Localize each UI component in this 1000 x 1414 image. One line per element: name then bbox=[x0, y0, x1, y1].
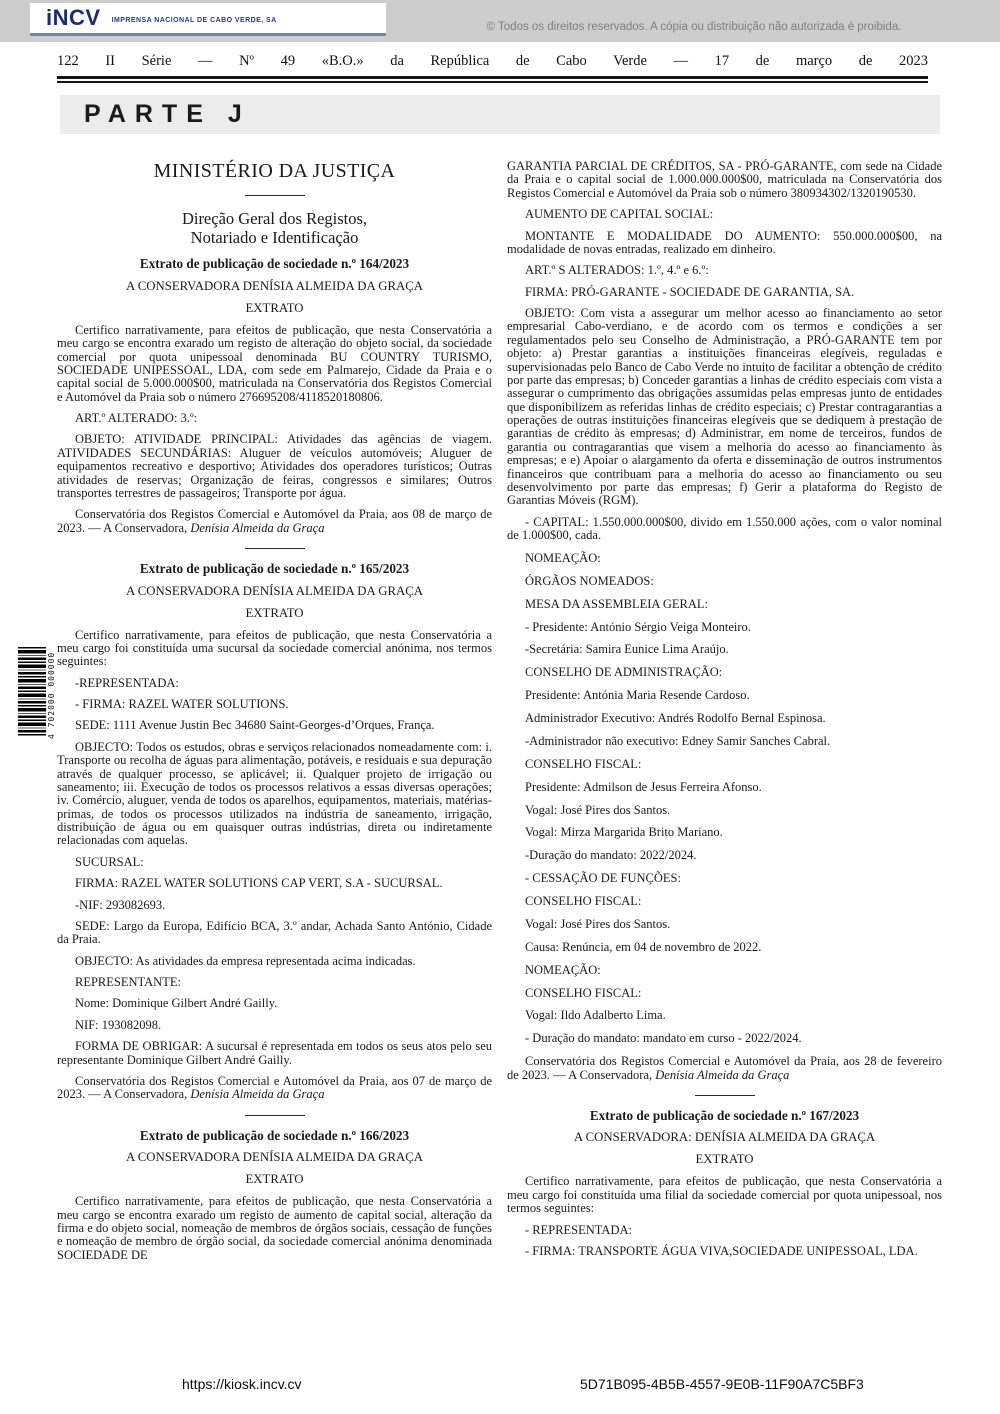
department-title-line1: Direção Geral dos Registos, bbox=[181, 209, 368, 228]
part-banner-label: PARTE J bbox=[84, 100, 251, 128]
department-title-line2: Notariado e Identificação bbox=[190, 228, 359, 248]
extract-165-conservator: A CONSERVADORA DENÍSIA ALMEIDA DA GRAÇA bbox=[125, 583, 423, 598]
barcode-number: 4 702000 000000 bbox=[47, 651, 56, 739]
extract-164-closing-text: Conservatória dos Registos Comercial e Automóvel da Praia, aos 08 de março de 2023. — A Conservadora, bbox=[57, 507, 492, 535]
extract-165-representative-label: REPRESENTANTE: bbox=[75, 975, 181, 990]
extract-165-branch-object: OBJECTO: As atividades da empresa representada acima indicadas. bbox=[75, 953, 416, 968]
extract-165-branch-firm: FIRMA: RAZEL WATER SOLUTIONS CAP VERT, S.A - SUCURSAL. bbox=[75, 876, 443, 891]
extract-166-list-line: Administrador Executivo: Andrés Rodolfo Bernal Espinosa. bbox=[525, 711, 826, 725]
extract-166-list-line: - Duração do mandato: mandato em curso - 2022/2024. bbox=[525, 1031, 802, 1046]
extract-164-conservator-signature: Denísia Almeida da Graça bbox=[190, 520, 325, 535]
part-banner bbox=[60, 95, 940, 134]
header-line bbox=[57, 53, 928, 70]
header-double-rule bbox=[57, 76, 928, 83]
extract-167-certify-paragraph: Certifico narrativamente, para efeitos de publicação, que nesta Conservatória a meu cargo foi constituída uma filial da sociedade comercial por quota unipessoal, nos termos seguintes: bbox=[507, 1174, 942, 1216]
issue-number: Nº 49 bbox=[239, 53, 296, 69]
extract-166-list-line: Causa: Renúncia, em 04 de novembro de 2022. bbox=[525, 939, 762, 954]
kiosk-url-link[interactable]: https://kiosk.incv.cv bbox=[182, 1376, 302, 1392]
extract-167-firm-line: - FIRMA: TRANSPORTE ÁGUA VIVA,SOCIEDADE UNIPESSOAL, LDA. bbox=[525, 1243, 918, 1258]
extract-165-representative-name: Nome: Dominique Gilbert André Gailly. bbox=[75, 996, 278, 1011]
section-divider bbox=[245, 195, 305, 196]
extract-166-list-line: NOMEAÇÃO: bbox=[525, 962, 601, 977]
extract-165-branch-label: SUCURSAL: bbox=[75, 854, 144, 869]
masthead-bar bbox=[0, 0, 1000, 42]
extract-164-heading: Extrato de publicação de sociedade n.º 164/2023 bbox=[139, 256, 410, 272]
extract-166-list-line: -Secretária: Samira Eunice Lima Araújo. bbox=[525, 642, 729, 657]
extract-165-branch-hq: SEDE: Largo da Europa, Edifício BCA, 3.º andar, Achada Santo António, Cidade da Praia. bbox=[57, 918, 492, 947]
extract-166-conservator: A CONSERVADORA DENÍSIA ALMEIDA DA GRAÇA bbox=[125, 1150, 423, 1165]
department-title bbox=[57, 209, 492, 247]
extract-166-list-line: - Presidente: António Sérgio Veiga Monteiro. bbox=[525, 619, 751, 634]
extract-165-branch-nif: -NIF: 293082693. bbox=[75, 897, 166, 912]
extract-165-conservator-signature: Denísia Almeida da Graça bbox=[190, 1087, 325, 1102]
republic-title: da República de Cabo Verde bbox=[390, 53, 647, 69]
extract-167-heading: Extrato de publicação de sociedade n.º 167/2023 bbox=[589, 1107, 860, 1123]
separator-dash-2: — bbox=[673, 53, 688, 69]
extract-166-label: EXTRATO bbox=[245, 1172, 304, 1187]
series-label: II Série bbox=[105, 53, 172, 69]
extract-166-conservator-signature: Denísia Almeida da Graça bbox=[655, 1067, 790, 1082]
extract-166-amount-line: MONTANTE E MODALIDADE DO AUMENTO: 550.000.000$00, na modalidade de novas entradas, realizado em dinheiro. bbox=[507, 228, 942, 256]
extract-166-certify-paragraph: Certifico narrativamente, para efeitos de publicação, que nesta Conservatória a meu cargo se encontra exarado um registo de aumento de capital social, alteração da firma e do objeto social, nomeação de membros de órgãos sociais, cessação de funções e nomeação de membro de órgão social, da sociedade comercial anónima denominada SOCIEDADE DE bbox=[57, 1194, 492, 1262]
extract-167-conservator: A CONSERVADORA: DENÍSIA ALMEIDA DA GRAÇA bbox=[573, 1130, 876, 1145]
extract-166-articles-line: ART.º S ALTERADOS: 1.º, 4.º e 6.º: bbox=[525, 263, 709, 278]
extract-166-list-line: CONSELHO FISCAL: bbox=[525, 985, 642, 1000]
copyright-notice: © Todos os direitos reservados. A cópia ou distribuição não autorizada é proibida. bbox=[486, 21, 902, 33]
extract-166-list-line: MESA DA ASSEMBLEIA GERAL: bbox=[525, 596, 709, 611]
bulletin-abbreviation: «B.O.» bbox=[321, 53, 364, 69]
extract-166-capital-increase-label: AUMENTO DE CAPITAL SOCIAL: bbox=[525, 207, 714, 222]
extract-166-list-line: - CESSAÇÃO DE FUNÇÕES: bbox=[525, 871, 681, 886]
document-verification-id: 5D71B095-4B5B-4557-9E0B-11F90A7C5BF3 bbox=[580, 1376, 864, 1392]
extract-165-closing bbox=[57, 1075, 492, 1102]
extract-166-list-line: Vogal: José Pires dos Santos. bbox=[525, 916, 671, 931]
extract-164-label: EXTRATO bbox=[245, 300, 304, 315]
page-footer bbox=[0, 1376, 1000, 1396]
extract-166-list-line: CONSELHO FISCAL: bbox=[525, 894, 642, 908]
ministry-title: MINISTÉRIO DA JUSTIÇA bbox=[153, 160, 396, 182]
extract-165-binding-line: FORMA DE OBRIGAR: A sucursal é representada em todos os seus atos pelo seu representante Dominique Gilbert André Gailly. bbox=[57, 1039, 492, 1067]
extract-165-label: EXTRATO bbox=[245, 605, 304, 620]
extract-166-list-line: ÓRGÃOS NOMEADOS: bbox=[525, 573, 654, 588]
extract-166-list-line: Presidente: Antónia Maria Resende Cardoso. bbox=[525, 688, 750, 703]
extract-165-firm-line: - FIRMA: RAZEL WATER SOLUTIONS. bbox=[75, 697, 289, 712]
extract-166-list-line: CONSELHO DE ADMINISTRAÇÃO: bbox=[525, 665, 723, 680]
extract-166-list-line: Presidente: Admilson de Jesus Ferreira Afonso. bbox=[525, 779, 762, 794]
extract-164-article-line: ART.º ALTERADO: 3.º: bbox=[75, 411, 198, 426]
issue-barcode bbox=[14, 645, 60, 740]
left-column bbox=[57, 158, 492, 1270]
extract-167-represented-label: - REPRESENTADA: bbox=[525, 1222, 632, 1237]
extract-165-representative-nif: NIF: 193082098. bbox=[75, 1017, 162, 1032]
extract-166-continuation-paragraph: GARANTIA PARCIAL DE CRÉDITOS, SA - PRÓ-GARANTE, com sede na Cidade da Praia e o capital social de 1.000.000.000$00, matriculada na Conservatória dos Registos Comercial e Automóvel da Praia sob o número 380934302/1320190530. bbox=[507, 159, 942, 200]
extract-166-list-line: Vogal: José Pires dos Santos. bbox=[525, 802, 671, 817]
extract-164-conservator: A CONSERVADORA DENÍSIA ALMEIDA DA GRAÇA bbox=[125, 278, 423, 293]
extract-166-closing bbox=[507, 1055, 942, 1082]
extract-166-heading: Extrato de publicação de sociedade n.º 166/2023 bbox=[139, 1127, 410, 1143]
section-divider bbox=[695, 1095, 755, 1096]
extract-166-object-paragraph: OBJETO: Com vista a assegurar um melhor acesso ao financiamento ao setor empresarial Cabo-verdiano, e de acordo com os termos e condições a ser regulamentados pelo seu Conselho de Administração, a PRÓ-GARANTE tem por objeto: a) Prestar garantias a instituições financeiras elegíveis, reguladas e supervisionadas pelo Banco de Cabo Verde no intuito de facilitar a obtenção de crédito por parte das empresas; b) Conceder garantias a linhas de crédito especiais com vista a assegurar o cumprimento das obrigações assumidas pelas empresas junto de entidades que disponibilizem as referidas linhas de crédito especiais; c) Prestar contragarantias a operações de outras instituições financeiras elegíveis que se dediquem à prestação de garantias de crédito às empresas; d) Administrar, em nome de terceiros, fundos de garantia ou contragarantias que visem a melhoria do acesso ao financiamento às empresas; e e) Apoiar o alargamento da oferta e disseminação de outros instrumentos financeiros que contribuam para a melhoria do acesso ao financiamento ou seu desenvolvimento por parte das empresas; f) Gerir a plataforma do Registo de Garantias Móveis (RGM). bbox=[507, 306, 942, 508]
extract-164-closing bbox=[57, 508, 492, 535]
incv-logo-text: iNCV bbox=[46, 5, 101, 30]
section-divider bbox=[245, 1115, 305, 1116]
extract-165-heading: Extrato de publicação de sociedade n.º 165/2023 bbox=[139, 561, 410, 577]
incv-logo-subtitle: IMPRENSA NACIONAL DE CABO VERDE, SA bbox=[111, 16, 277, 24]
separator-dash: — bbox=[197, 53, 213, 69]
extract-166-closing-text: Conservatória dos Registos Comercial e Automóvel da Praia, aos 28 de fevereiro de 2023. — A Conservadora, bbox=[507, 1054, 942, 1082]
publication-date: 17 de março de 2023 bbox=[714, 53, 929, 69]
extract-164-certify-paragraph: Certifico narrativamente, para efeitos de publicação, que nesta Conservatória a meu cargo se encontra exarado um registo de alteração do objeto social, da sociedade comercial por quota unipessoal denominada BU COUNTRY TURISMO, SOCIEDADE UNIPESSOAL, LDA, com sede em Palmarejo, Cidade da Praia e o capital social de 5.000.000$00, matriculada na Conservatória dos Registos Comercial e Automóvel da Praia sob o número 276695208/4118520180806. bbox=[57, 322, 492, 404]
barcode-bars bbox=[18, 647, 46, 737]
extract-166-list-line: -Duração do mandato: 2022/2024. bbox=[525, 848, 697, 863]
extract-166-list-line: NOMEAÇÃO: bbox=[525, 550, 601, 565]
extract-167-label: EXTRATO bbox=[695, 1152, 754, 1167]
document-body bbox=[57, 158, 943, 1270]
right-column bbox=[507, 158, 942, 1270]
extract-165-object-paragraph: OBJECTO: Todos os estudos, obras e serviços relacionados nomeadamente com: i. Transporte ou recolha de águas para alimentação, potáveis, e residuais e sua depuração através de qualquer processo, se aplicável; ii. Qualquer projeto de irrigação ou saneamento; iii. Execução de todos os processos relativos a essas diversas operações; iv. Comércio, aluguer, venda de todos os aparelhos, equipamentos, materiais, matérias-primas, de todos os processos utilizados na indústria de saneamento, irrigação, distribuição de água ou em quaisquer outras indústrias, direta ou indiretamente relacionadas com aquelas. bbox=[57, 739, 492, 848]
section-divider bbox=[245, 548, 305, 549]
extract-166-list-line: CONSELHO FISCAL: bbox=[525, 756, 642, 771]
extract-165-represented-label: -REPRESENTADA: bbox=[75, 675, 179, 690]
page-number: 122 bbox=[57, 53, 79, 69]
extract-165-hq-line: SEDE: 1111 Avenue Justin Bec 34680 Saint-Georges-d’Orques, França. bbox=[75, 718, 435, 733]
extract-166-list-line: Vogal: Ildo Adalberto Lima. bbox=[525, 1008, 666, 1023]
page-header bbox=[57, 53, 928, 83]
extract-166-list-line: -Administrador não executivo: Edney Samir Sanches Cabral. bbox=[525, 733, 831, 748]
extract-166-firm-line: FIRMA: PRÓ-GARANTE - SOCIEDADE DE GARANTIA, SA. bbox=[525, 284, 855, 299]
extract-164-object-paragraph: OBJETO: ATIVIDADE PRINCIPAL: Atividades das agências de viagem. ATIVIDADES SECUNDÁRIAS: Aluguer de veículos automóveis; Aluguer de equipamentos recreativo e desportivo; Atividades dos operadores turísticos; Outras atividades de reservas; Organização de feiras, congressos e similares; Outros transportes terrestres de passageiros; Transporte por água. bbox=[57, 432, 492, 500]
extract-165-certify-paragraph: Certifico narrativamente, para efeitos de publicação, que nesta Conservatória a meu cargo foi constituída uma sucursal da sociedade comercial anónima, nos termos seguintes: bbox=[57, 627, 492, 669]
extract-166-list-line: Vogal: Mirza Margarida Brito Mariano. bbox=[525, 825, 723, 840]
incv-logo bbox=[30, 3, 386, 36]
extract-166-capital-line: - CAPITAL: 1.550.000.000$00, divido em 1.550.000 ações, com o valor nominal de 1.000$00, cada. bbox=[507, 514, 942, 542]
extract-165-closing-text: Conservatória dos Registos Comercial e Automóvel da Praia, aos 07 de março de 2023. — A Conservadora, bbox=[57, 1073, 492, 1102]
